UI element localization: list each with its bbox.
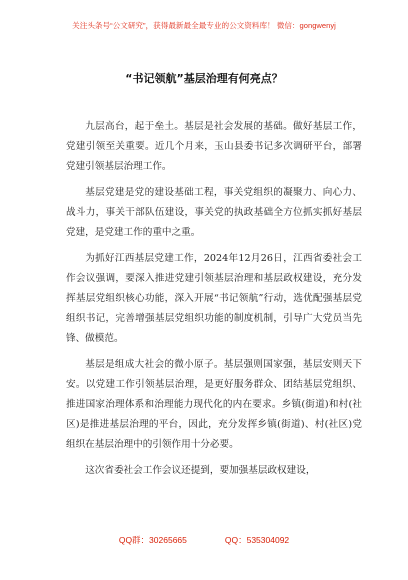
paragraph: 基层是组成大社会的微小原子。基层强则国家强，基层安则天下安。以党建工作引领基层治理，是更好服务群众、团结基层党组织、推进国家治理体系和治理能力现代化的内在要求。乡镇(街道)和村(社区)是推进基层治理的平台，因此，充分发挥乡镇(街道)、村(社区)党组织在基层治理中的引领作用十分必要。 [66, 359, 362, 450]
footer-qq-number: QQ：535304092 [224, 535, 290, 545]
paragraph: 九层高台，起于垒土。基层是社会发展的基础。做好基层工作，党建引领至关重要。近几个月来，玉山县委书记多次调研平台，部署党建引领基层治理工作。 [66, 121, 362, 172]
footer-contact [0, 534, 408, 546]
paragraph: 这次省委社会工作会议还提到，要加强基层政权建设， [85, 465, 316, 476]
document-body [66, 117, 362, 487]
footer-qq-group: QQ群：30265665 [118, 535, 187, 545]
document-title: “书记领航”基层治理有何亮点？ [125, 72, 283, 85]
paragraph: 基层党建是党的建设基础工程，事关党组织的凝聚力、向心力、战斗力，事关干部队伍建设，事关党的执政基础全方位抓实抓好基层党建，是党建工作的重中之重。 [66, 187, 362, 238]
header-banner: 关注头条号“公文研究”，获得最新最全最专业的公文资料库！ 微信：gongwenyj [72, 21, 336, 30]
paragraph: 为抓好江西基层党建工作，2024年12月26日，江西省委社会工作会议强调，要深入推进党建引领基层治理和基层政权建设，充分发挥基层党组织核心功能，深入开展“书记领航”行动，选优配强基层党组织书记，完善增强基层党组织功能的制度机制，引导广大党员当先锋、做模范。 [66, 253, 362, 344]
